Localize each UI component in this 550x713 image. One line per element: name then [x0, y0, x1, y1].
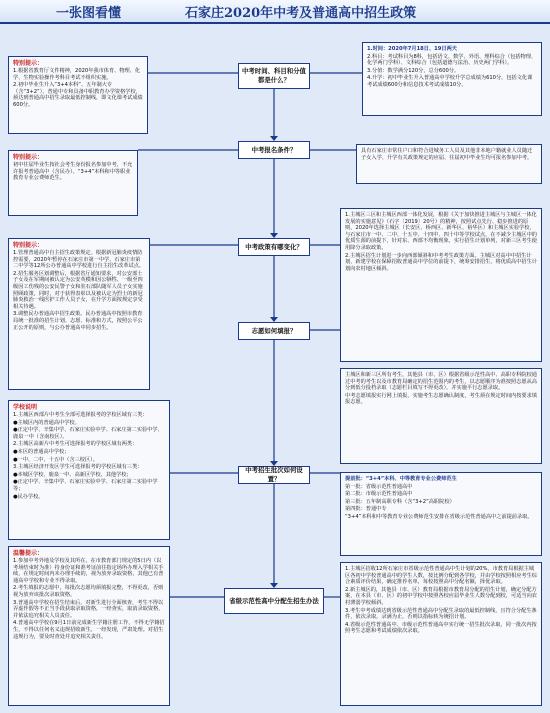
right-allocation-line: 2.新主城区的，其他县（市、区）教育局根据市教育局分配的招生计划，确定分配方案，在本县（市、区）的初中学校中按照各校应届毕业生人数分配到校，可适当向农村薄弱学校倾斜。 [345, 586, 537, 606]
left-school-line: ●正定中学、辛集中学、石家庄实验中学、石家庄第二实验中学、鹿泉一中（含南校区）。 [13, 427, 163, 440]
left-tip-box-3 [8, 238, 150, 390]
left-school-line: ●主城区内的普通高中学校。 [13, 419, 80, 426]
left-tip-1-line: 2.初中毕业生升入“3+4本科”、五年制大专（含“3+2”）、普通中专和具备中职教育办学资格学校，须达到普通高中招生录取最低控制线，即文化课考试成绩600分。 [13, 82, 143, 108]
flow-node-registration: 中考报名条件？ [238, 141, 310, 159]
flow-node-application: 志愿如何填报？ [238, 322, 310, 340]
right-allocation-line: 3.考生中考成绩达到省级示范性普通高中分配生录取的最低控制线，且符合分配生条件，依次录取，录满为止，否则以指标转为统招计划。 [345, 607, 537, 621]
left-school-title: 学校说明 [13, 404, 38, 411]
right-exam-line: 4.升学：初中毕业生升入普通高中学校升学总成绩为610分，包括文化课考试成绩600分和信息技术考试成绩10分。 [367, 75, 533, 88]
flow-node-policy-changes: 中考政策有哪变化？ [238, 238, 310, 256]
right-batch-line: “3+4”本科和中等教育专业公费师范生安排在省级示范性普通高中之前提前录取。 [345, 513, 533, 520]
left-tip-3-line: 2.招生服务区划调整后，根据省厅通知要求，对公安部士子女及在军期间被认定为公安英模和因公牺牲、一级至四级因工伤残的公安民警子女和驻石部队随军人员子女实施照顾政策，同时，对于获得表彰以及被认定为烈士的新冠肺炎救治一线医护工作人员子女，在升学方面按规定享受相关待遇。 [13, 270, 143, 310]
right-allocation-line: 4.省级示范性普通高中、市级示范性普通高中实行统一招生批次录取，同一批次内按照考生志愿和考试成绩依次录取。 [345, 621, 537, 635]
right-registration-line: 具有石家庄市常住户口和符合进城务工人员及其他非本地户籍就业人员随迁子女入学、升学有关政策规定的应届、往届初中毕业生均可报名参加中考。 [361, 148, 533, 161]
flow-node-exam-time: 中考时间、科目和分值都是什么？ [238, 63, 310, 89]
right-policy-line: 2.主城区招生计划进一步向西部倾斜和中考考生政策方面。主城区对高中中招生计划，新建学校在保障招收普通高中学位的前提下，统筹安排招生，将优质高中招生计划向农村地区倾斜。 [345, 252, 537, 272]
right-application-line: 主城区和新三区所有考生，其他县（市、区）根据省级示范性高中、高职专科院校通过中考的考生以及市教育局确定的招生范围内的考生，以志愿顺序为准按照志愿从高分到低分投档录取（志愿栏目填写不得更改），并实施平行志愿录取。 [345, 372, 537, 392]
right-batch-line: 提前批：“3+4”本科、中等教育专业公费师范生 [345, 476, 457, 482]
right-exam-line: 1.时间：2020年7月18日、19日两天 [367, 46, 457, 52]
left-tip-3-line: 3.调整民办普通高中招生政策。民办普通高中按照市教育局统一批准的招生计划、志愿、标准和方式，按照公平公正公开的原则，与公办普通高中同步招生。 [13, 311, 143, 331]
left-school-line: 3.主城区经济开发区学生可选择报考的学校区域有三类： [13, 464, 143, 471]
left-reminder-line: 1.参加中考外地及学校及其所在，在市教育部门规定的5日内（以考场结束时为准）持身份证和准考证前往指定场所办理入学相关手续，在规定时间内未办理手续的，视为放弃录取资格，其他已有普通高中学校和专业不得录取。 [13, 558, 164, 584]
left-tip-box-2 [8, 150, 138, 216]
right-registration-box [356, 144, 542, 184]
header-right-title: 石家庄2020年中考及普通高中招生政策 [185, 6, 417, 21]
right-exam-line: 2.科目：考试科目为8科，包括语文、数学、外语、理科综合（包括物理、化学两门学科）、文科综合（包括道德与法治、历史两门学科）。 [367, 53, 537, 67]
right-application-line: 中考志愿填报实行网上填报，实施考生志愿确认制度，考生须在规定时间内按要求填报志愿。 [345, 392, 537, 406]
left-school-line: ●一中、二中、十五中（含三校区）。 [13, 456, 98, 463]
left-school-line: ●民办学校。 [13, 493, 44, 500]
right-exam-info-box [362, 42, 542, 116]
left-reminder-title: 温馨提示： [13, 550, 44, 557]
right-exam-line: 3.分值：数学满分120分，总分600分。 [367, 67, 460, 74]
right-allocation-box [340, 562, 542, 706]
right-policy-box [340, 208, 542, 362]
right-batch-line: 第二批：市级示范性普通高中 [345, 491, 413, 498]
left-reminder-line: 2.考生填报的志愿中，每批次志愿均须填报完整，不得更改，否则视为放弃该批次录取资格。 [13, 585, 164, 598]
right-batch-line: 第三批：五年制高职专科（含“3+2”高职院校） [345, 498, 455, 505]
flow-node-batches: 中考招生批次如何设置？ [238, 466, 310, 484]
right-batch-line: 第四批：普通中专 [345, 506, 387, 513]
left-school-line: 2.主城区高新片中考生可选择报考的学校区域有两类： [13, 441, 138, 448]
left-tip-1-title: 特别提示： [13, 60, 44, 67]
right-application-box [340, 368, 542, 464]
left-tip-3-line: 1.管理普通高中自主招生政策规定。根据新冠肺炎疫情防控需要，2020年暂停在石家庄市第一中学、石家庄市第二中学等12所公办普通高中学校进行自主招生改革试点。 [13, 250, 145, 270]
left-reminder-line: 4.普通高中学校在9月1日前完成新生学籍注册工作，不得无学籍招生，不得以任何名义违规招收新生，一经发现，严肃处理。对招生违规行为，要及时查处并追究相关责任。 [13, 620, 165, 640]
left-school-line: ●本城区学校、鹿泉一中、高新区学校、其他学校； [13, 471, 132, 478]
left-school-line: ●正定中学、辛集中学、石家庄实验中学、石家庄第二实验中学等； [13, 479, 158, 492]
left-school-box [8, 400, 170, 540]
right-policy-line: 1.主城区三区和主城区西部一体化发展，根据《关于加快推进主城区与主城区一体化发展的实施意见》（石字〔2019〕20号）的精神，按照试点先行、稳步推进的原则，2020年选择主城区（长安区、桥西区、新华区、裕华区）和主城区实验学校，与石家庄市一中、二中、十五中、十四中、四十中等学校试点，在不减少主城区中的优质生源的前提下，针对东、西部不均衡现象，实行招生计划单列，对新三区考生使用降分录取政策。 [345, 212, 537, 251]
left-school-line: ●本区的普通高中学校； [13, 448, 70, 455]
right-batch-line: 第一批：省级示范性普通高中 [345, 483, 413, 490]
left-tip-1-line: 1.根据省教育厅文件精神，2020年我市体育、物理、化学、生物实验操作考科目考试不组织实施。 [13, 68, 141, 81]
left-reminder-box [8, 546, 170, 706]
left-tip-2-title: 特别提示： [13, 154, 44, 161]
left-tip-2-line: 初中往届毕业生按社会考生身份报名参加中考，不允许报考普通高中（含民办）、“3+4”本科和中等职业教育专业公费师范生。 [13, 162, 133, 182]
flow-node-allocation: 省级示范性高中分配生招生办法 [224, 588, 324, 614]
left-tip-box-1 [8, 56, 148, 134]
right-batches-box [340, 472, 542, 556]
header-left-title: 一张图看懂 [56, 6, 122, 21]
left-reminder-line: 3.普通高中学校在招生结束后，对新生进行全面核查，考生不得以弄虚作假等不正当手段获取录取资格，一经查实，取消录取资格，并依法追究相关人员责任。 [13, 599, 164, 619]
left-school-line: 1.主城区西部片中考生全部可选择报考的学校区域有三类： [13, 412, 148, 418]
right-allocation-line: 1.主城区招收12所石家庄市省级示范性普通高中生计划的20%，市教育局根据主城区各初中学校普通高中的学生人数，按比例分配到各学校，并由学校按照相应考生综合素质评价结果，确定推荐名单，每校按照高中分配名额，择优录取。 [345, 566, 537, 586]
left-tip-3-title: 特别提示： [13, 242, 44, 249]
